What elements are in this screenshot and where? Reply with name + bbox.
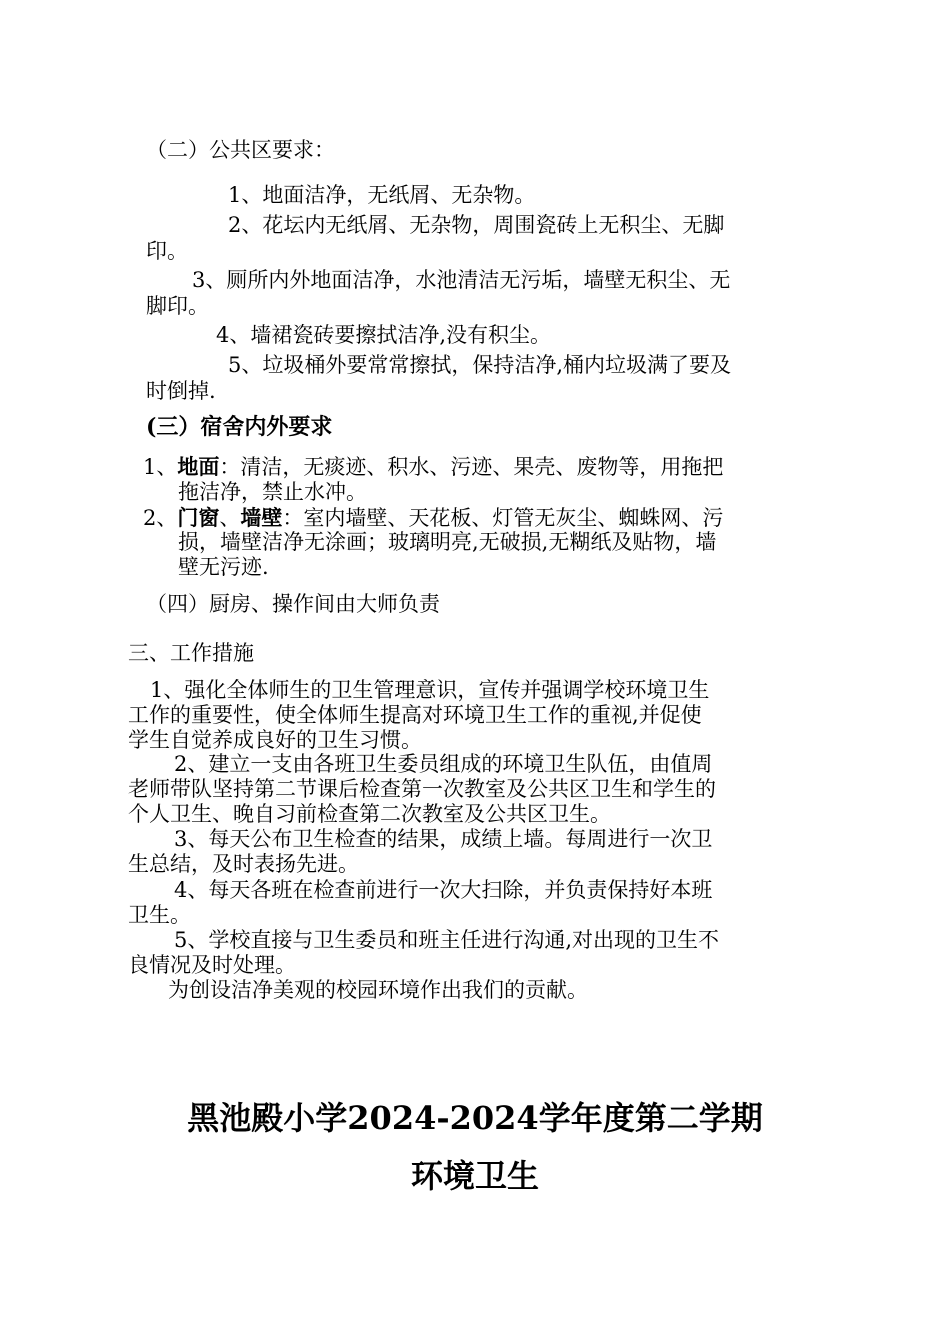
dorm-item-1 (143, 454, 723, 480)
measure-4-cont: 卫生。 (128, 903, 191, 927)
dorm-item-2-num: 2、 (143, 506, 178, 530)
measure-3: 3、每天公布卫生检查的结果，成绩上墙。每周进行一次卫 (174, 827, 713, 851)
dorm-item-1-cont: 拖洁净，禁止水冲。 (178, 480, 367, 504)
public-area-heading: （二）公共区要求： (146, 138, 335, 162)
dorm-item-2-sep: 、 (219, 506, 241, 530)
public-item-2: 2、花坛内无纸屑、无杂物，周围瓷砖上无积尘、无脚 (228, 213, 725, 237)
dorm-item-2-label-2: 墙壁 (240, 505, 283, 530)
measure-5-cont: 良情况及时处理。 (128, 953, 296, 977)
measure-5: 5、学校直接与卫生委员和班主任进行沟通,对出现的卫生不 (174, 928, 720, 952)
measure-4: 4、每天各班在检查前进行一次大扫除，并负责保持好本班 (174, 878, 713, 902)
measure-2-cont-2: 个人卫生、晚自习前检查第二次教室及公共区卫生。 (128, 802, 611, 826)
closing-line: 为创设洁净美观的校园环境作出我们的贡献。 (168, 978, 588, 1002)
dorm-heading: (三）宿舍内外要求 (146, 414, 333, 440)
dorm-item-1-label: 地面 (177, 454, 220, 479)
kitchen-line: （四）厨房、操作间由大师负责 (146, 592, 440, 616)
public-item-5: 5、垃圾桶外要常常擦拭，保持洁净,桶内垃圾满了要及 (228, 353, 732, 377)
measure-3-cont: 生总结，及时表扬先进。 (128, 852, 359, 876)
public-item-5-cont: 时倒掉. (146, 379, 216, 403)
dorm-item-2-cont-2: 壁无污迹. (178, 555, 269, 579)
dorm-item-2 (143, 505, 723, 531)
dorm-item-1-num: 1、 (143, 455, 178, 479)
public-item-3-cont: 脚印。 (146, 294, 209, 318)
dorm-item-2-text: ：室内墙壁、天花板、灯管无灰尘、蜘蛛网、污 (282, 506, 724, 530)
public-item-3: 3、厕所内外地面洁净，水池清洁无污垢，墙壁无积尘、无 (192, 268, 731, 292)
measure-1-cont-1: 工作的重要性，使全体师生提高对环境卫生工作的重视,并促使 (128, 703, 702, 727)
measures-heading: 三、工作措施 (128, 641, 254, 665)
document-title-line-2: 环境卫生 (410, 1157, 539, 1195)
measure-1: 1、强化全体师生的卫生管理意识，宣传并强调学校环境卫生 (150, 678, 710, 702)
document-title-line-1: 黑池殿小学2024-2024学年度第二学期 (187, 1099, 763, 1137)
dorm-item-2-label-1: 门窗 (177, 505, 220, 530)
measure-1-cont-2: 学生自觉养成良好的卫生习惯。 (128, 728, 422, 752)
measure-2-cont-1: 老师带队坚持第二节课后检查第一次教室及公共区卫生和学生的 (128, 777, 716, 801)
dorm-item-2-cont-1: 损，墙壁洁净无涂画；玻璃明亮,无破损,无糊纸及贴物，墙 (178, 530, 717, 554)
measure-2: 2、建立一支由各班卫生委员组成的环境卫生队伍，由值周 (174, 752, 713, 776)
public-item-1: 1、地面洁净，无纸屑、无杂物。 (228, 183, 536, 207)
dorm-item-1-text: ：清洁，无痰迹、积水、污迹、果壳、废物等，用拖把 (219, 455, 724, 479)
public-item-2-cont: 印。 (146, 239, 188, 263)
public-item-4: 4、墙裙瓷砖要擦拭洁净,没有积尘。 (216, 323, 552, 347)
